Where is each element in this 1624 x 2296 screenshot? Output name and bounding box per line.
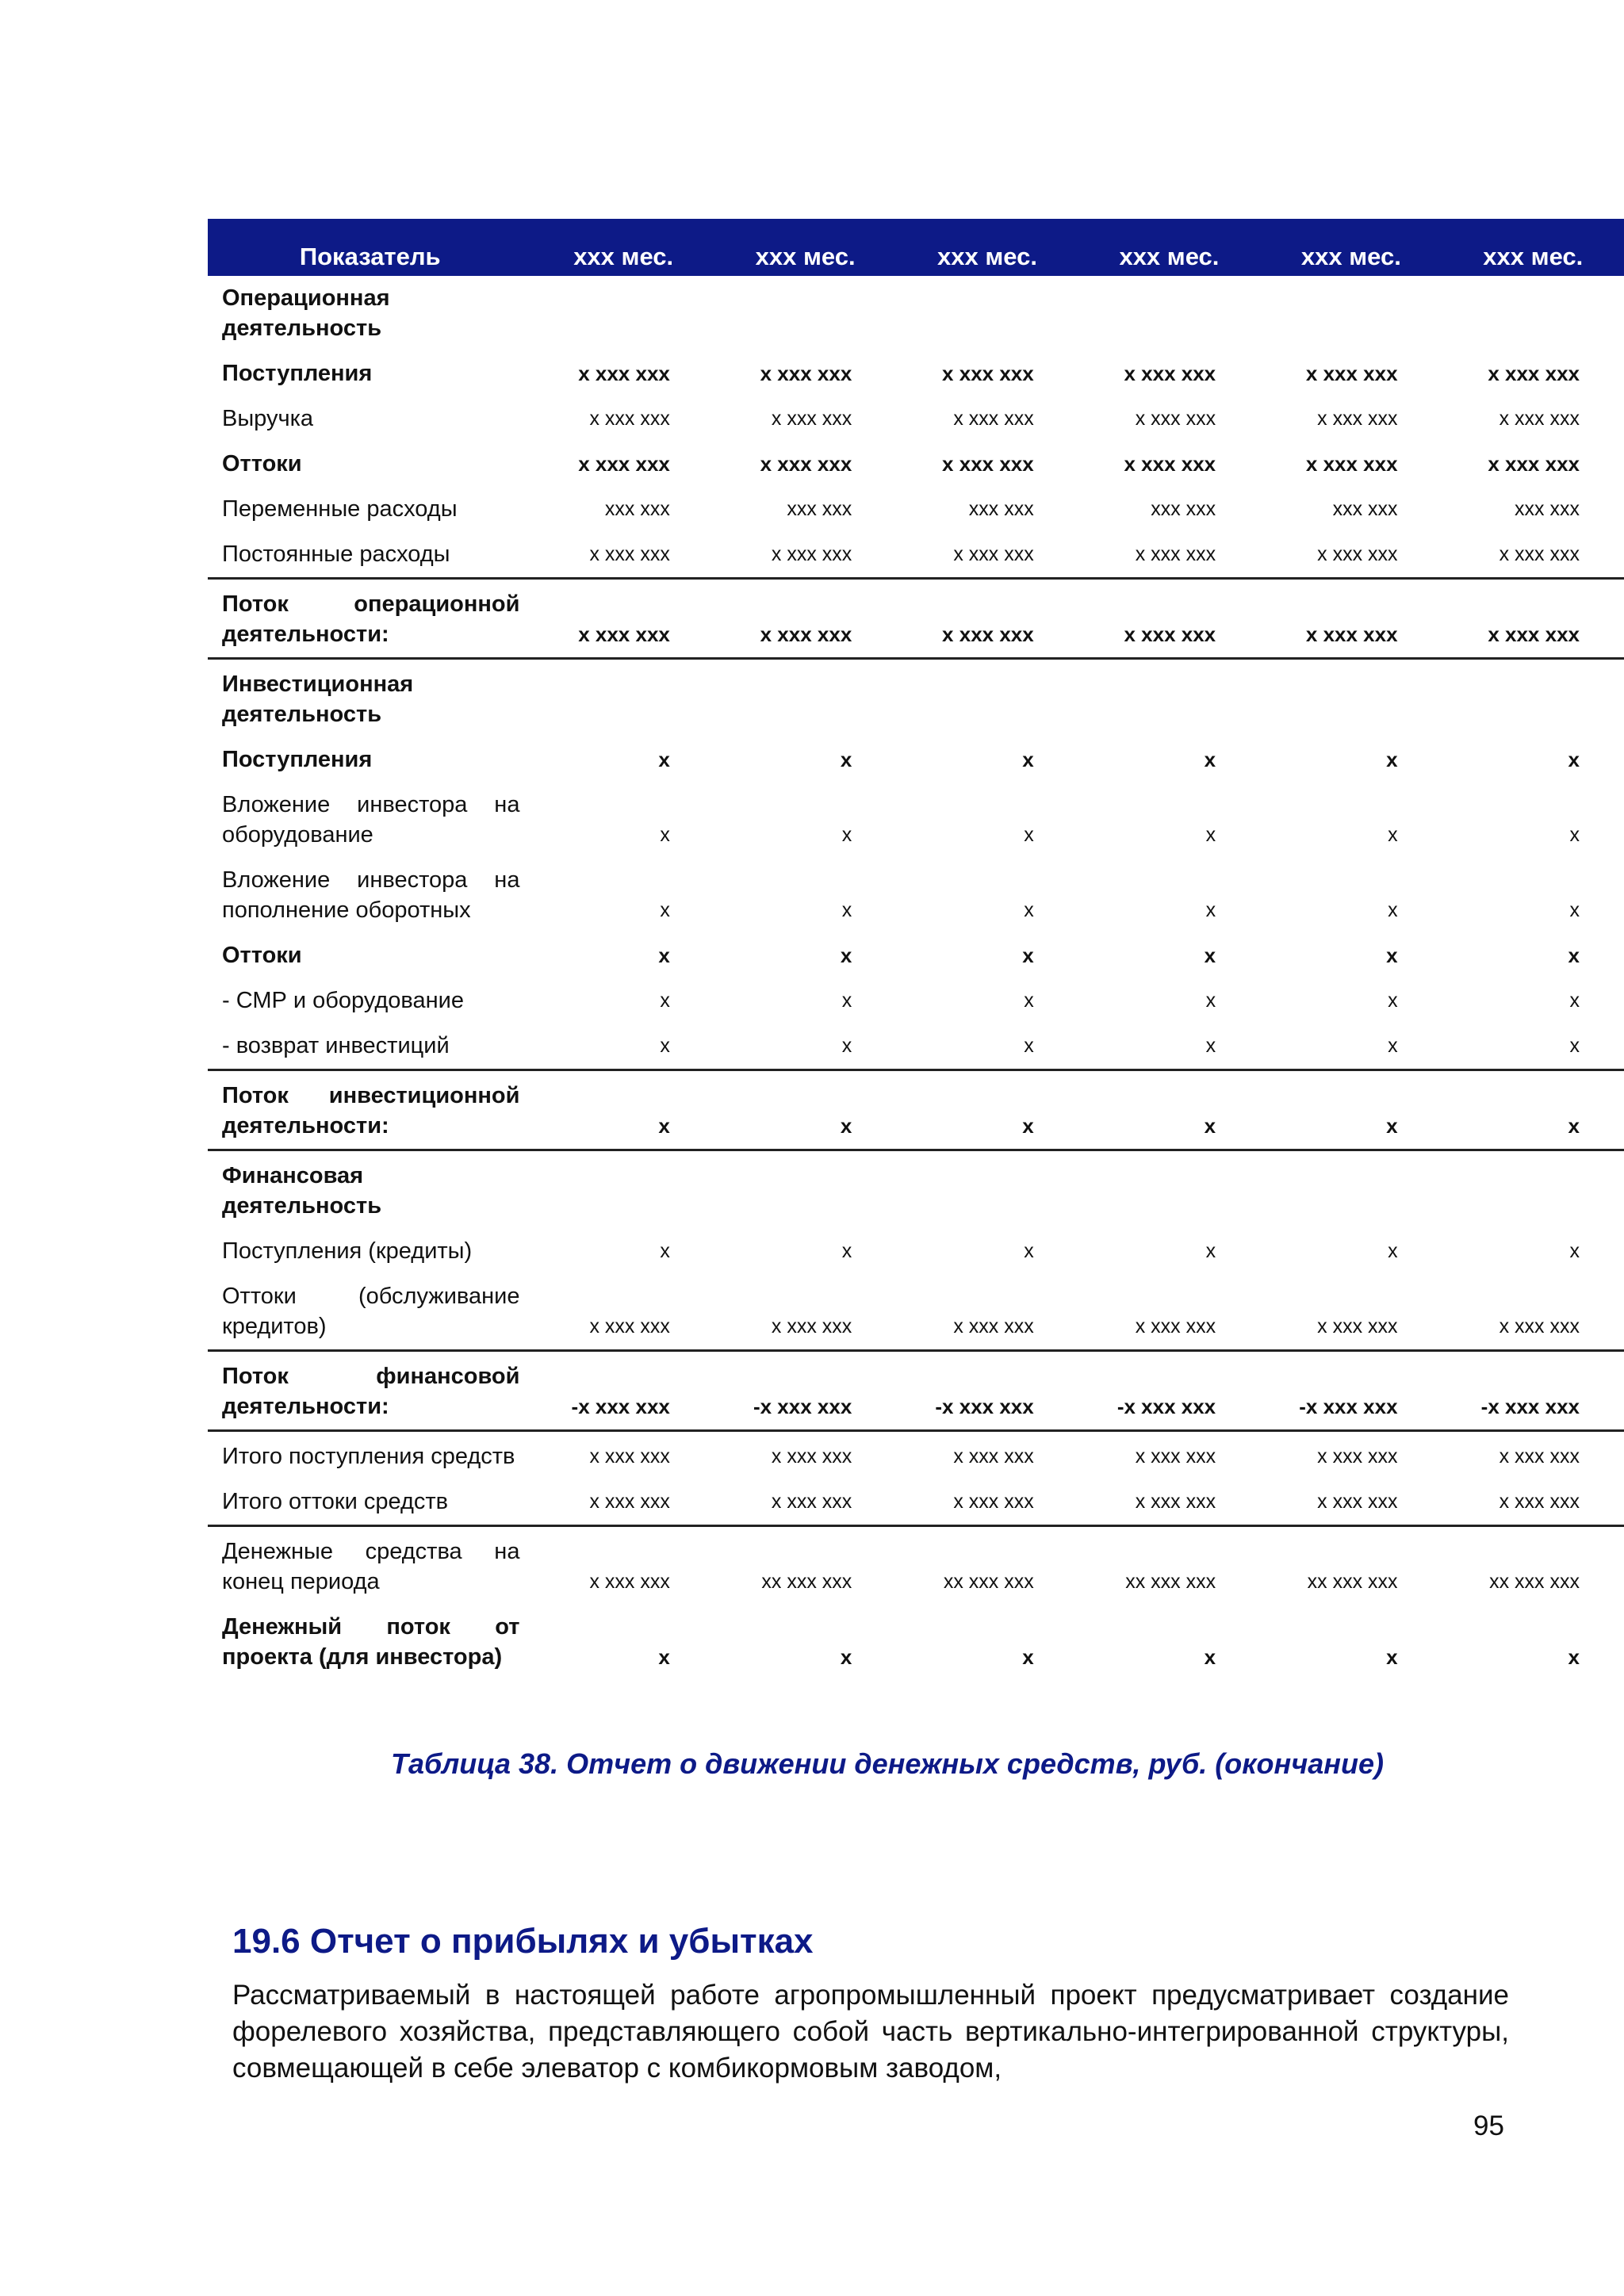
row-value: x xxx xxx — [896, 579, 1078, 659]
table-row — [208, 396, 1624, 442]
row-value — [1078, 659, 1260, 738]
row-label: Инвестиционная деятельность — [222, 672, 414, 727]
row-value: x xxx xxx — [589, 1445, 670, 1468]
row-label: Оттоки — [222, 943, 302, 968]
row-value: x — [1568, 748, 1580, 771]
row-value: x — [1022, 748, 1034, 771]
row-value: xxx xxx — [787, 498, 852, 520]
row-value: x xxx xxx — [942, 362, 1034, 385]
table-header-row — [208, 219, 1624, 276]
row-value: -x xxx xxx — [1078, 1351, 1260, 1431]
row-value: xxx xxx — [1332, 498, 1398, 520]
row-value: x — [1442, 1070, 1624, 1150]
row-value: -x xxx xxx — [896, 1351, 1078, 1431]
row-value: x — [841, 899, 852, 921]
row-value: x — [840, 943, 852, 967]
row-value: x — [896, 1024, 1078, 1070]
table-row — [208, 1229, 1624, 1274]
row-label: Поступления (кредиты) — [222, 1238, 473, 1264]
row-value: xxx xxx — [1151, 498, 1216, 520]
row-value: x — [658, 1645, 670, 1669]
row-value: x — [660, 824, 670, 846]
row-value: x — [1022, 943, 1034, 967]
row-value: x xxx xxx — [1442, 1479, 1624, 1526]
table-row — [208, 737, 1624, 783]
row-value: x xxx xxx — [1305, 452, 1398, 476]
row-value — [1442, 276, 1624, 351]
table-row — [208, 978, 1624, 1024]
row-value: x — [1205, 989, 1216, 1012]
row-value: x xxx xxx — [1260, 532, 1442, 579]
header-indicator: Показатель — [208, 219, 532, 276]
row-value: xx xxx xxx — [761, 1571, 852, 1593]
row-label: Поток инвестиционной деятельности: — [208, 1070, 532, 1150]
row-label: - возврат инвестиций — [208, 1024, 532, 1070]
table-row — [208, 1351, 1624, 1431]
row-value: x xxx xxx — [896, 1479, 1078, 1526]
header-period: xxx мес. — [1442, 219, 1624, 276]
row-value: x xxx xxx — [896, 532, 1078, 579]
row-value: x xxx xxx — [1488, 452, 1580, 476]
row-value: x — [660, 989, 670, 1012]
section-heading: 19.6 Отчет о прибылях и убытках — [232, 1922, 814, 1961]
row-label: Финансовая деятельность — [222, 1163, 382, 1219]
row-value: x — [1205, 899, 1216, 921]
table-row — [208, 532, 1624, 579]
row-value: x xxx xxx — [942, 452, 1034, 476]
row-value: x xxx xxx — [1499, 408, 1580, 430]
table-row — [208, 351, 1624, 396]
row-value: x — [896, 1070, 1078, 1150]
row-value: x xxx xxx — [1135, 1445, 1216, 1468]
row-value: x xxx xxx — [1442, 532, 1624, 579]
row-value: x xxx xxx — [1317, 1445, 1398, 1468]
row-label: Поступления — [222, 361, 373, 386]
row-label: Поток операционной деятельности: — [208, 579, 532, 659]
header-period: xxx мес. — [896, 219, 1078, 276]
row-value: x — [1205, 1240, 1216, 1262]
row-value: x — [1024, 899, 1034, 921]
row-value: xx xxx xxx — [1307, 1571, 1398, 1593]
header-period: xxx мес. — [1078, 219, 1260, 276]
row-value: x — [1260, 1070, 1442, 1150]
row-value: x xxx xxx — [953, 408, 1034, 430]
row-value: x — [1388, 1240, 1398, 1262]
row-value: x xxx xxx — [1442, 1274, 1624, 1351]
body-paragraph: Рассматриваемый в настоящей работе агропромышленный проект предусматривает создание форелевого хозяйства, представляющего собой часть вертикально-интегрированной структуры, совмещающей в себе элеватор с комбикормовым заводом, — [232, 1980, 1509, 2084]
row-value: xx xxx xxx — [1125, 1571, 1216, 1593]
row-value: x xxx xxx — [1124, 452, 1216, 476]
row-value: x xxx xxx — [1078, 579, 1260, 659]
row-value: -x xxx xxx — [714, 1351, 896, 1431]
table-row — [208, 276, 1624, 351]
table-row — [208, 1526, 1624, 1605]
row-value: x xxx xxx — [1124, 362, 1216, 385]
table-row — [208, 579, 1624, 659]
table-row — [208, 1479, 1624, 1526]
row-value: x — [1388, 824, 1398, 846]
row-value: x — [841, 989, 852, 1012]
row-value — [1260, 276, 1442, 351]
row-value — [532, 276, 714, 351]
table-row — [208, 1431, 1624, 1480]
row-label: Итого поступления средств — [222, 1444, 515, 1469]
row-value: x — [1078, 1070, 1260, 1150]
row-value: x — [1204, 943, 1216, 967]
header-period: xxx мес. — [714, 219, 896, 276]
row-value: x xxx xxx — [760, 362, 852, 385]
row-value: x xxx xxx — [1442, 579, 1624, 659]
row-value — [1078, 1150, 1260, 1230]
row-value: x — [660, 899, 670, 921]
row-value: x — [660, 1240, 670, 1262]
table-row — [208, 1605, 1624, 1680]
row-value: x — [658, 748, 670, 771]
row-value — [896, 276, 1078, 351]
table-row — [208, 442, 1624, 487]
row-value: x — [1568, 943, 1580, 967]
row-value: x — [1386, 943, 1398, 967]
row-value: x xxx xxx — [1078, 1274, 1260, 1351]
row-value — [1260, 659, 1442, 738]
row-value: x — [1442, 1024, 1624, 1070]
row-value: x — [841, 1240, 852, 1262]
row-value: x xxx xxx — [714, 1274, 896, 1351]
row-value — [1442, 1150, 1624, 1230]
row-label: Выручка — [222, 406, 314, 431]
row-label: - СМР и оборудование — [222, 988, 464, 1013]
row-label: Постоянные расходы — [208, 532, 532, 579]
row-value: x xxx xxx — [532, 532, 714, 579]
row-value: x xxx xxx — [1078, 532, 1260, 579]
row-label: Переменные расходы — [222, 496, 458, 522]
row-value: xxx xxx — [1515, 498, 1580, 520]
row-value: x xxx xxx — [1499, 1445, 1580, 1468]
row-value: x xxx xxx — [589, 1571, 670, 1593]
row-value: x — [1568, 1645, 1580, 1669]
row-value — [1442, 659, 1624, 738]
row-value — [714, 659, 896, 738]
row-value: x xxx xxx — [714, 532, 896, 579]
row-value: x — [840, 748, 852, 771]
row-value: x xxx xxx — [714, 579, 896, 659]
page-number: 95 — [1473, 2110, 1504, 2141]
row-value: x xxx xxx — [1317, 408, 1398, 430]
row-value: x xxx xxx — [578, 362, 670, 385]
row-label: Поступления — [222, 747, 373, 772]
row-value: -x xxx xxx — [1260, 1351, 1442, 1431]
row-value: x — [841, 824, 852, 846]
table-row — [208, 1274, 1624, 1351]
row-value: x xxx xxx — [1135, 408, 1216, 430]
row-value: x — [1569, 1240, 1580, 1262]
row-value: -x xxx xxx — [1442, 1351, 1624, 1431]
row-value: x xxx xxx — [896, 1274, 1078, 1351]
row-value: x — [1078, 1024, 1260, 1070]
row-value: x xxx xxx — [771, 1445, 852, 1468]
row-label: Вложение инвестора на оборудование — [222, 792, 520, 848]
row-value — [714, 276, 896, 351]
row-value: x xxx xxx — [1260, 1479, 1442, 1526]
row-value: x xxx xxx — [771, 408, 852, 430]
row-label: Оттоки (обслуживание кредитов) — [208, 1274, 532, 1351]
table-row — [208, 933, 1624, 978]
table-row — [208, 487, 1624, 532]
row-value: x — [714, 1070, 896, 1150]
row-value: x — [1022, 1645, 1034, 1669]
row-value: x — [532, 1024, 714, 1070]
row-value — [532, 659, 714, 738]
row-value — [1078, 276, 1260, 351]
row-value: x xxx xxx — [953, 1445, 1034, 1468]
row-value: x xxx xxx — [1260, 579, 1442, 659]
row-label: Поток финансовой деятельности: — [208, 1351, 532, 1431]
row-value — [1260, 1150, 1442, 1230]
row-value: x xxx xxx — [532, 579, 714, 659]
table-body — [208, 276, 1624, 1680]
row-value — [532, 1150, 714, 1230]
row-value: x xxx xxx — [1305, 362, 1398, 385]
row-value: x xxx xxx — [714, 1479, 896, 1526]
row-value: x — [1204, 748, 1216, 771]
row-value: x xxx xxx — [532, 1479, 714, 1526]
header-period: xxx мес. — [532, 219, 714, 276]
row-value: x — [1569, 899, 1580, 921]
row-value: xxx xxx — [968, 498, 1034, 520]
row-value: x — [1024, 1240, 1034, 1262]
row-value: x — [1386, 1645, 1398, 1669]
table-row — [208, 659, 1624, 738]
row-value: x xxx xxx — [532, 1274, 714, 1351]
table-row — [208, 1070, 1624, 1150]
row-label: Операционная деятельность — [222, 285, 390, 341]
row-value: x — [1569, 824, 1580, 846]
row-value: x — [1388, 899, 1398, 921]
row-label: Итого оттоки средств — [208, 1479, 532, 1526]
row-value: x — [532, 1070, 714, 1150]
row-label: Денежные средства на конец периода — [222, 1539, 520, 1594]
row-value: xx xxx xxx — [1489, 1571, 1580, 1593]
row-value — [714, 1150, 896, 1230]
table-row — [208, 1024, 1624, 1070]
row-label: Денежный поток от проекта (для инвестора) — [222, 1614, 520, 1670]
row-value: x — [1569, 989, 1580, 1012]
row-value: x xxx xxx — [589, 408, 670, 430]
row-value: -x xxx xxx — [532, 1351, 714, 1431]
table-row — [208, 783, 1624, 858]
row-value — [896, 1150, 1078, 1230]
row-value: x xxx xxx — [1488, 362, 1580, 385]
row-value: x xxx xxx — [760, 452, 852, 476]
row-value: x — [1024, 824, 1034, 846]
row-value: x — [1260, 1024, 1442, 1070]
row-value: x — [1204, 1645, 1216, 1669]
header-period: xxx мес. — [1260, 219, 1442, 276]
row-value: x — [1388, 989, 1398, 1012]
row-value: x — [1024, 989, 1034, 1012]
row-value: x — [840, 1645, 852, 1669]
table-caption: Таблица 38. Отчет о движении денежных средств, руб. (окончание) — [391, 1747, 1384, 1780]
row-value: x xxx xxx — [578, 452, 670, 476]
row-value: x — [714, 1024, 896, 1070]
row-value: x — [1386, 748, 1398, 771]
table-row — [208, 858, 1624, 933]
row-value: x xxx xxx — [1260, 1274, 1442, 1351]
row-value: x — [658, 943, 670, 967]
row-value — [896, 659, 1078, 738]
table-row — [208, 1150, 1624, 1230]
row-label: Вложение инвестора на пополнение оборотных — [222, 867, 520, 923]
row-value: xx xxx xxx — [943, 1571, 1034, 1593]
cash-flow-table — [208, 219, 1624, 1680]
row-label: Оттоки — [222, 451, 302, 476]
row-value: xxx xxx — [604, 498, 670, 520]
row-value: x xxx xxx — [1078, 1479, 1260, 1526]
row-value: x — [1205, 824, 1216, 846]
